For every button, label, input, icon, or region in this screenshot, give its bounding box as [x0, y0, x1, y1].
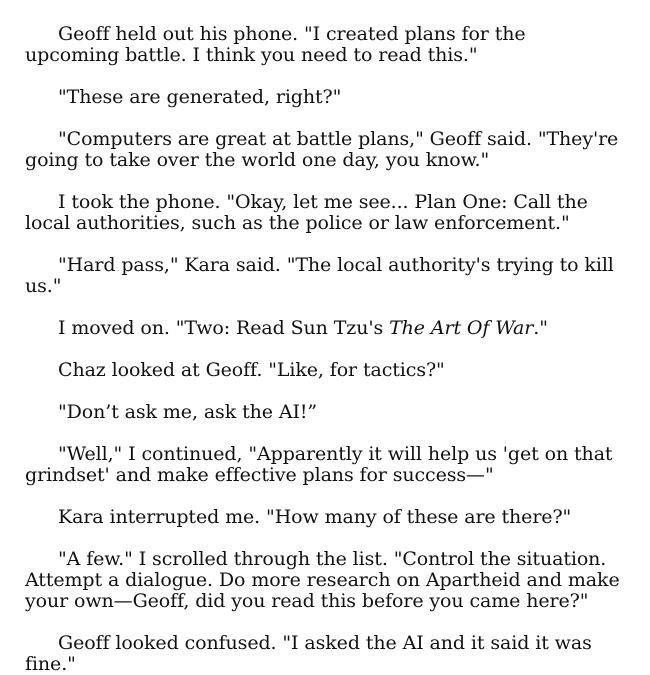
paragraph-10: Kara interrupted me. "How many of these are there?": [58, 506, 572, 528]
paragraph-8: "Don’t ask me, ask the AI!”: [58, 401, 317, 423]
paragraph-6-after: .": [533, 317, 548, 339]
paragraph-6: [25, 318, 625, 339]
paragraph-1: Geoff held out his phone. "I created plans for the upcoming battle. I think you need to read this.": [25, 23, 526, 66]
paragraph-9: "Well," I continued, "Apparently it will help us 'get on that grindset' and make effective plans for success—": [25, 443, 613, 486]
book-title: The Art Of War: [389, 317, 534, 339]
paragraph-6-before: I moved on. "Two: Read Sun Tzu's: [58, 317, 390, 339]
document-page: [25, 24, 625, 675]
paragraph-7: Chaz looked at Geoff. "Like, for tactics?": [58, 359, 445, 381]
paragraph-2: "These are generated, right?": [58, 86, 342, 108]
paragraph-3: "Computers are great at battle plans," Geoff said. "They're going to take over the world one day, you know.": [25, 128, 619, 171]
paragraph-5: "Hard pass," Kara said. "The local authority's trying to kill us.": [25, 254, 614, 297]
paragraph-4: I took the phone. "Okay, let me see... Plan One: Call the local authorities, such as the police or law enforcement.": [25, 191, 588, 234]
paragraph-11: "A few." I scrolled through the list. "Control the situation. Attempt a dialogue. Do more research on Apartheid and make your own—Geoff, did you read this before you came here?": [25, 548, 620, 612]
paragraph-12: Geoff looked confused. "I asked the AI and it said it was fine.": [25, 632, 592, 675]
